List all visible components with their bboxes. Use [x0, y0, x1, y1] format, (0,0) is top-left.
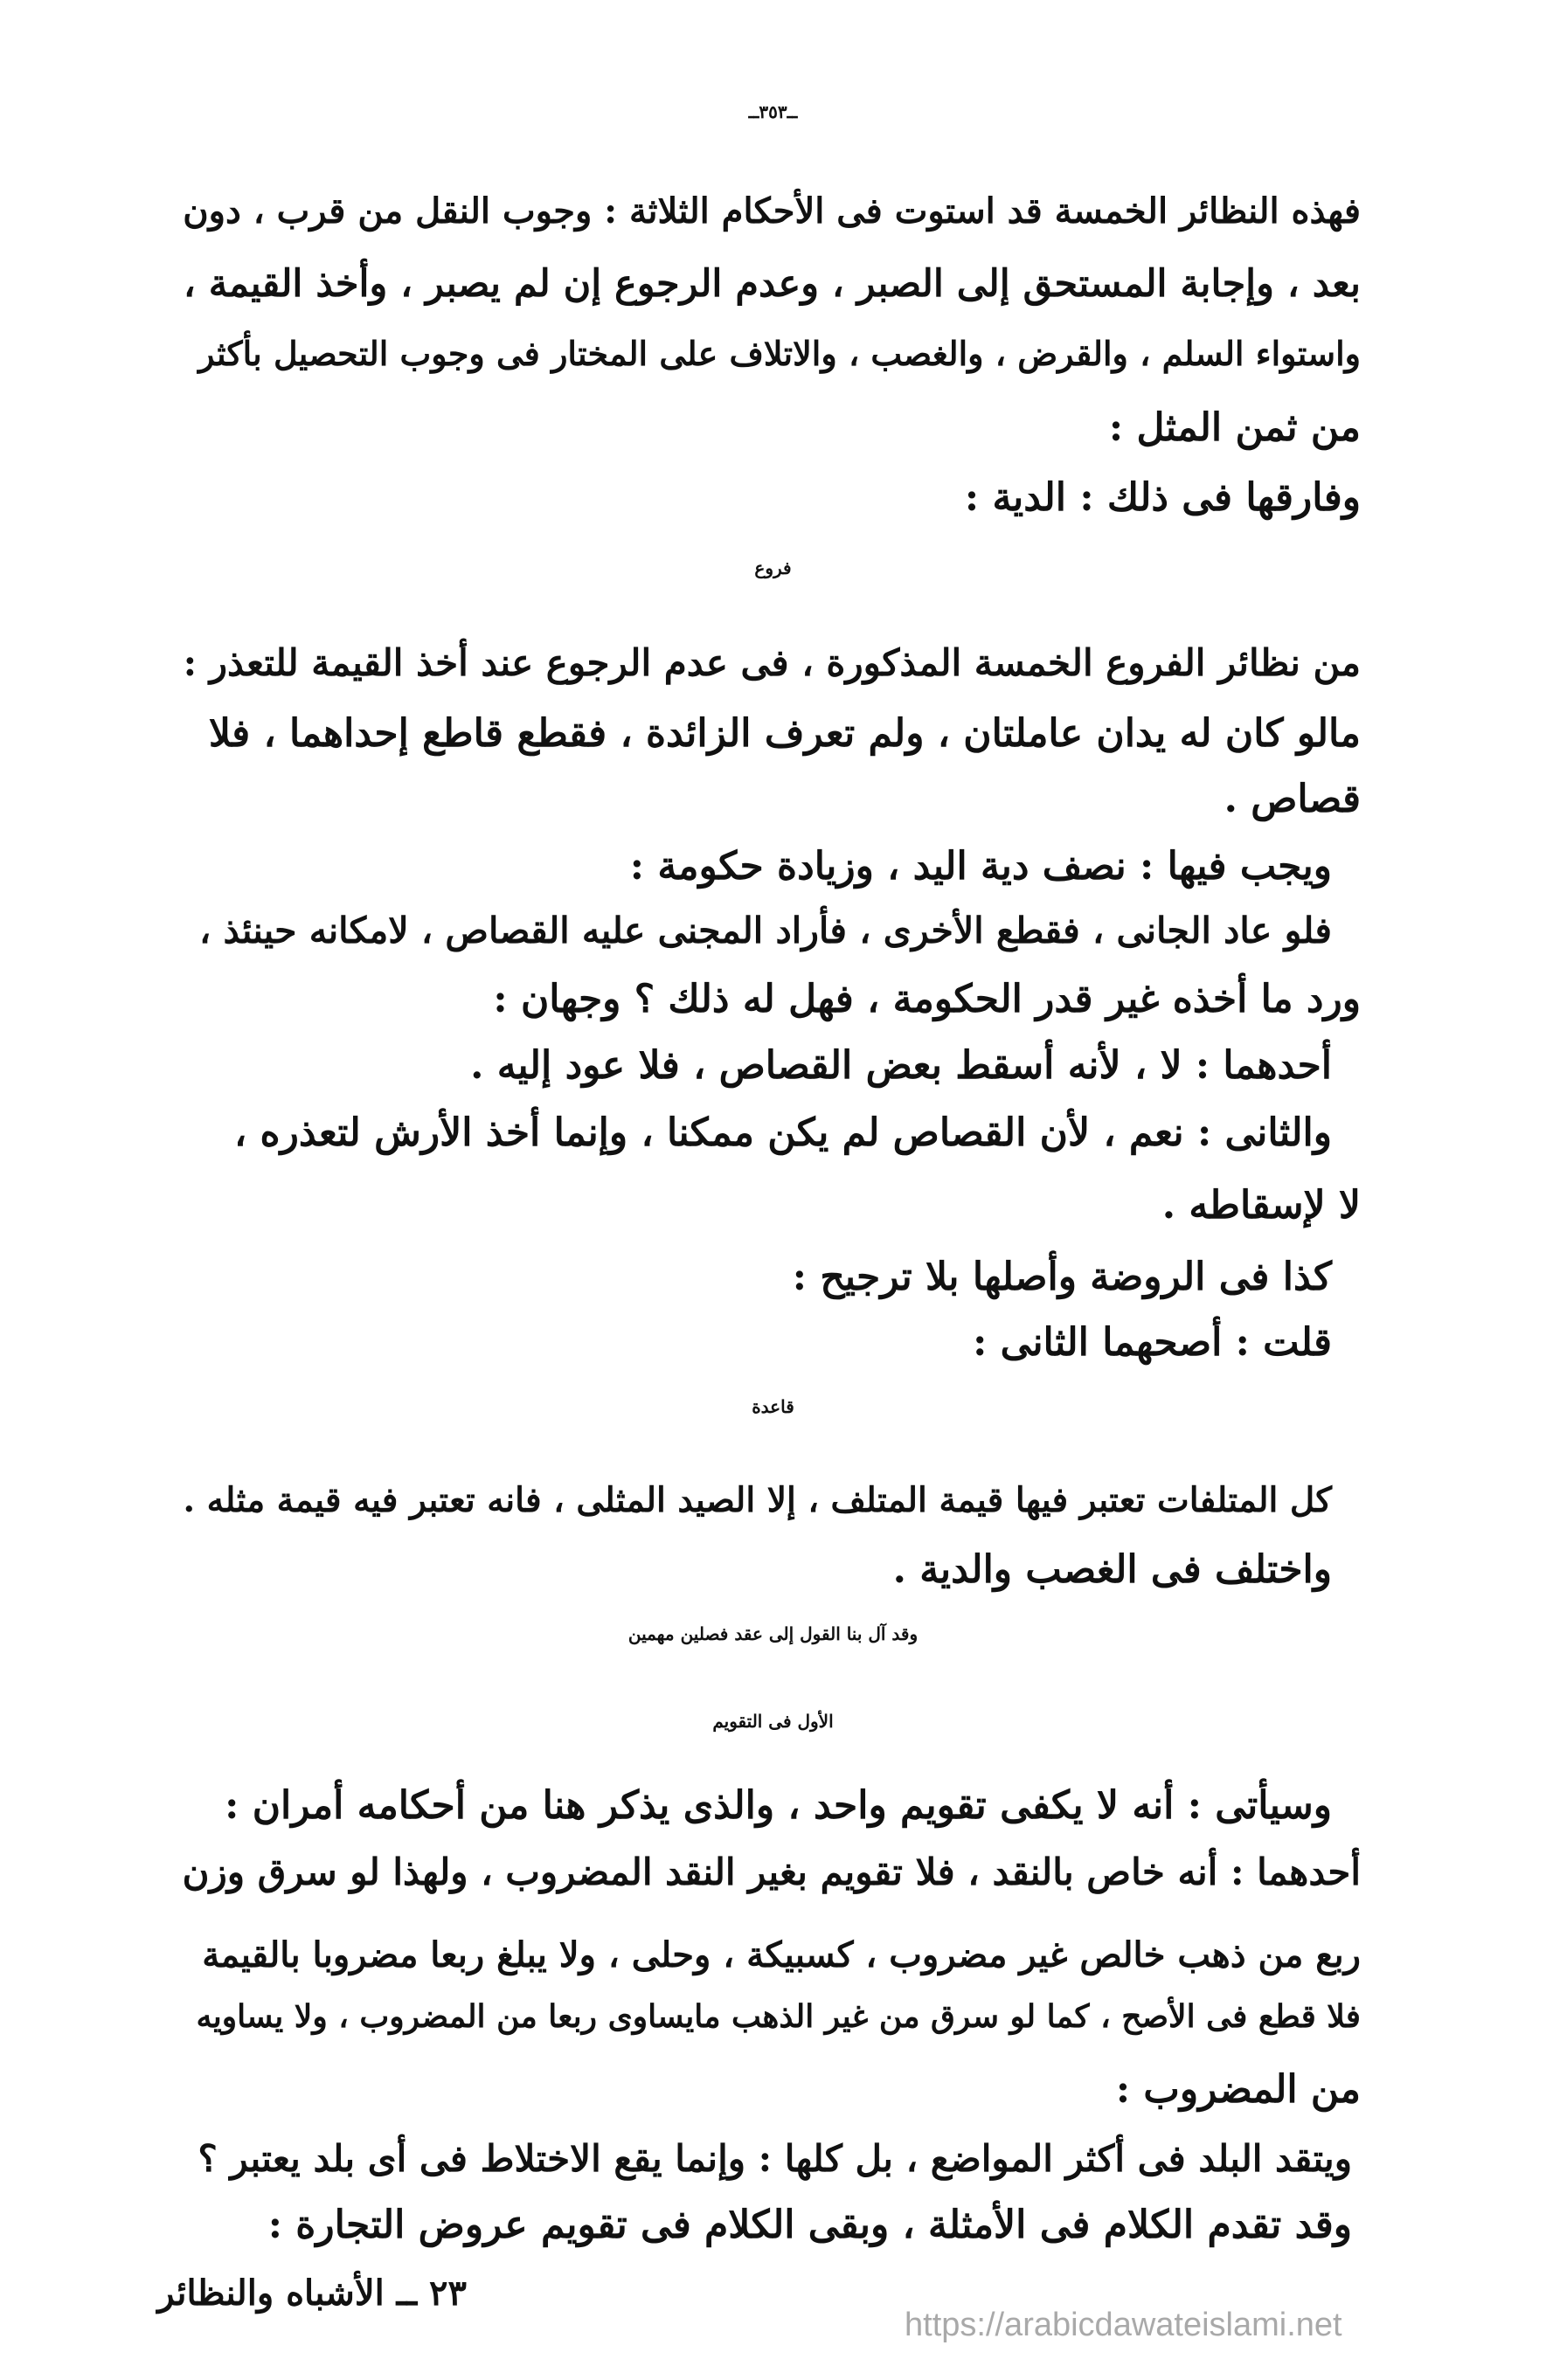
- text-line: كذا فى الروضة وأصلها بلا ترجيح :: [792, 1255, 1332, 1299]
- footer-book-title: ٢٣ ــ الأشباه والنظائر: [157, 2273, 467, 2314]
- text-line: قصاص .: [1224, 777, 1361, 821]
- text-line: وفارقها فى ذلك : الدية :: [964, 475, 1361, 520]
- text-line: ربع من ذهب خالص غير مضروب ، كسبيكة ، وحلى ، ولا يبلغ ربعا مضروبا بالقيمة: [202, 1934, 1361, 1975]
- text-line: مالو كان له يدان عاملتان ، ولم تعرف الزائدة ، فقطع قاطع إحداهما ، فلا: [208, 711, 1361, 756]
- text-line: من المضروب :: [1115, 2067, 1361, 2112]
- text-line: أحدهما : أنه خاص بالنقد ، فلا تقويم بغير النقد المضروب ، ولهذا لو سرق وزن: [182, 1851, 1361, 1893]
- watermark-url: https://arabicdawateislami.net: [905, 2307, 1342, 2343]
- section-heading-awwal: الأول فى التقويم: [712, 1711, 834, 1732]
- section-heading-furu: فروع: [754, 557, 792, 578]
- text-line: أحدهما : لا ، لأنه أسقط بعض القصاص ، فلا عود إليه .: [470, 1043, 1332, 1088]
- text-line: والثانى : نعم ، لأن القصاص لم يكن ممكنا ، وإنما أخذ الأرش لتعذره ،: [234, 1110, 1332, 1155]
- text-line: واستواء السلم ، والقرض ، والغصب ، والاتلاف على المختار فى وجوب التحصيل بأكثر: [198, 334, 1361, 373]
- text-line: بعد ، وإجابة المستحق إلى الصبر ، وعدم الرجوع إن لم يصبر ، وأخذ القيمة ،: [183, 262, 1361, 306]
- text-line: قلت : أصحهما الثانى :: [973, 1320, 1332, 1365]
- section-heading-fasl: وقد آل بنا القول إلى عقد فصلين مهمين: [627, 1623, 919, 1644]
- text-line: وسيأتى : أنه لا يكفى تقويم واحد ، والذى يذكر هنا من أحكامه أمران :: [225, 1783, 1332, 1828]
- text-line: ويتقد البلد فى أكثر المواضع ، بل كلها : وإنما يقع الاختلاط فى أى بلد يعتبر ؟: [198, 2137, 1352, 2180]
- text-line: من نظائر الفروع الخمسة المذكورة ، فى عدم الرجوع عند أخذ القيمة للتعذر :: [183, 641, 1361, 684]
- text-line: ويجب فيها : نصف دية اليد ، وزيادة حكومة :: [629, 844, 1332, 889]
- section-heading-qaida: قاعدة: [752, 1396, 794, 1417]
- text-line: ورد ما أخذه غير قدر الحكومة ، فهل له ذلك ؟ وجهان :: [493, 977, 1361, 1021]
- text-line: واختلف فى الغصب والدية .: [892, 1547, 1332, 1592]
- text-line: فهذه النظائر الخمسة قد استوت فى الأحكام الثلاثة : وجوب النقل من قرب ، دون: [183, 190, 1361, 232]
- page-number: ــ٣٥٣ــ: [748, 101, 798, 122]
- text-line: لا لإسقاطه .: [1161, 1183, 1361, 1228]
- text-line: وقد تقدم الكلام فى الأمثلة ، وبقى الكلام فى تقويم عروض التجارة :: [267, 2203, 1352, 2247]
- text-line: من ثمن المثل :: [1108, 405, 1361, 450]
- text-line: كل المتلفات تعتبر فيها قيمة المتلف ، إلا الصيد المثلى ، فانه تعتبر فيه قيمة مثله .: [183, 1480, 1332, 1520]
- text-line: فلا قطع فى الأصح ، كما لو سرق من غير الذهب مايساوى ربعا من المضروب ، ولا يساويه: [196, 1998, 1361, 2035]
- text-line: فلو عاد الجانى ، فقطع الأخرى ، فأراد المجنى عليه القصاص ، لامكانه حينئذ ،: [198, 910, 1332, 951]
